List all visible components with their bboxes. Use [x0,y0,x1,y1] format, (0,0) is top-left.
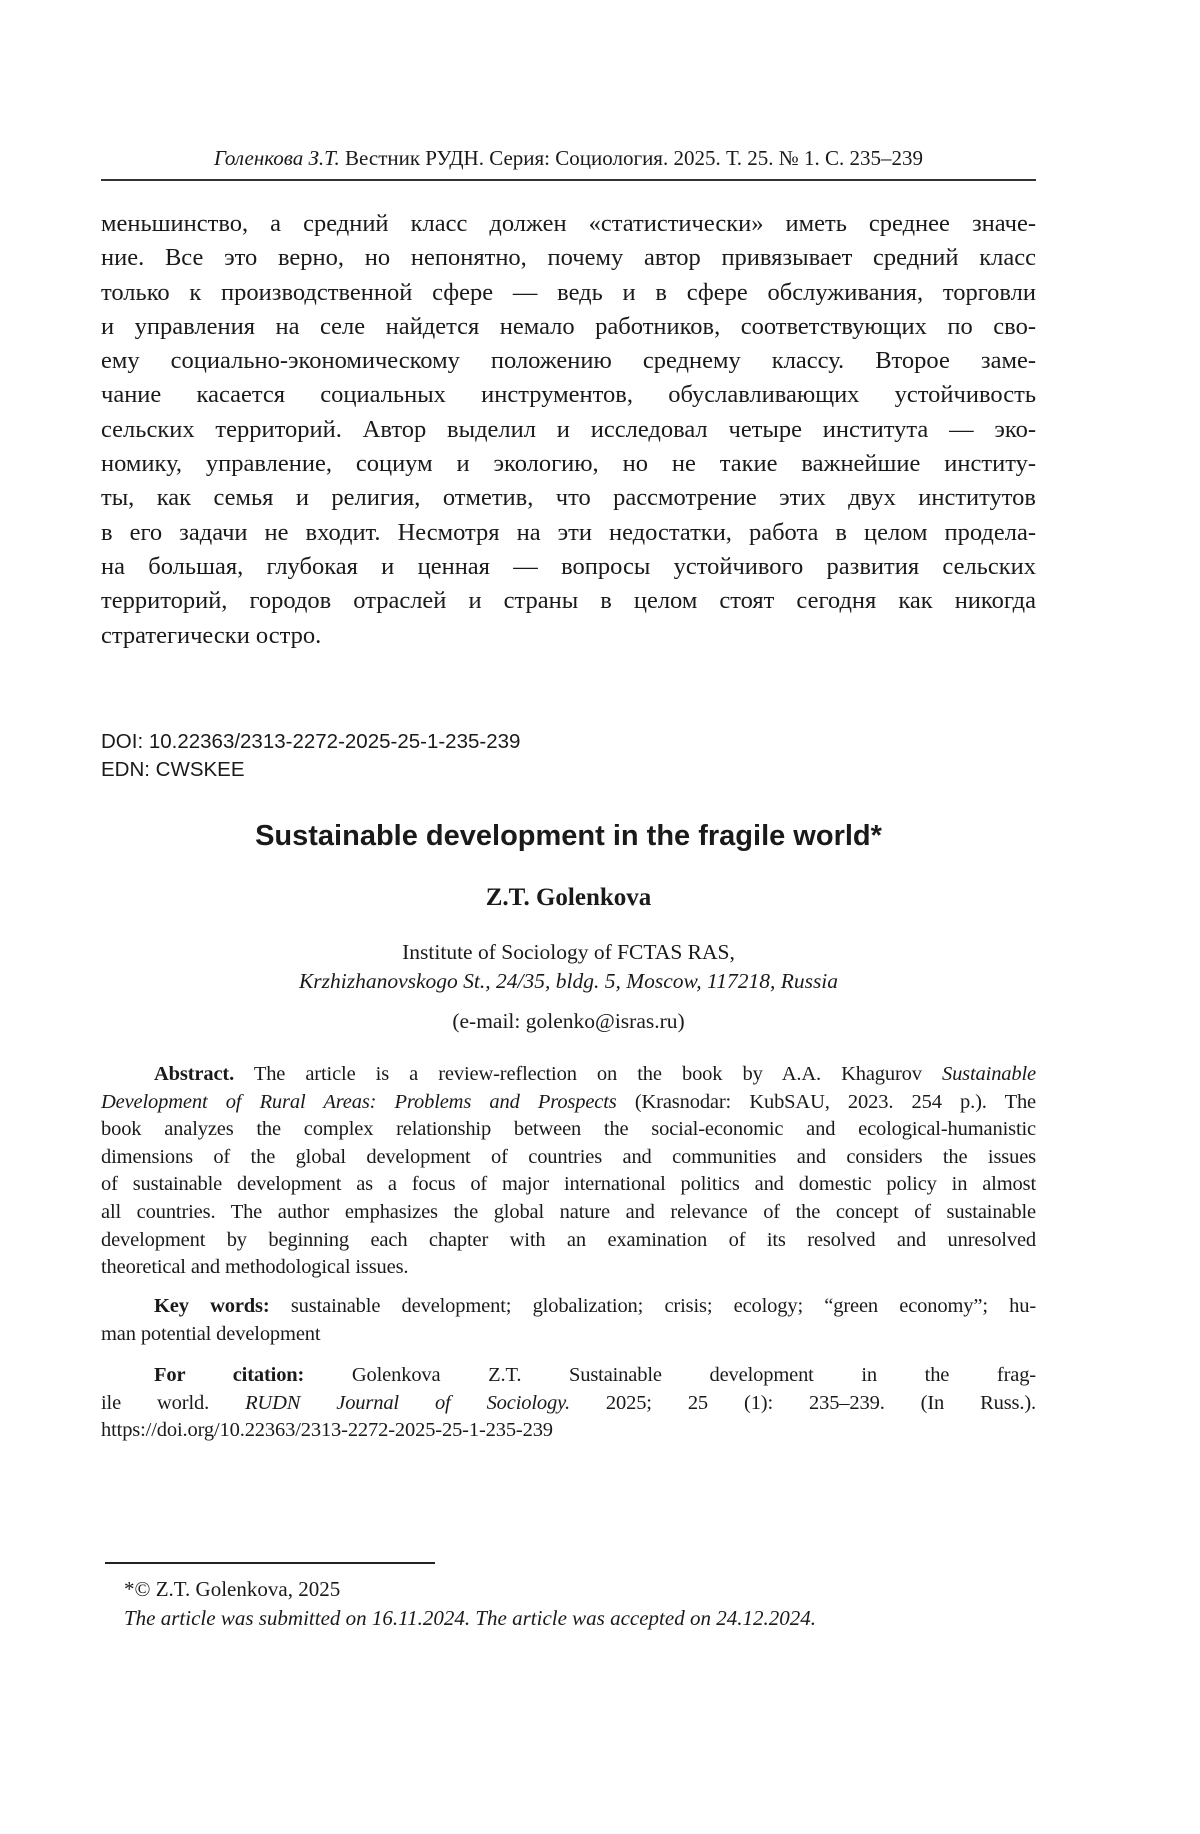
text-line: ему социально-экономическому положению среднему классу. Второе заме- [101,344,1036,378]
header-journal: Вестник РУДН. Серия: Социология. 2025. Т. 25. № 1. С. 235–239 [340,146,923,170]
author-email[interactable]: (e-mail: golenko@isras.ru) [101,1009,1036,1034]
citation-line [101,1390,1036,1418]
text: Golenkova Z.T. Sustainable development in the frag- [304,1364,1036,1386]
abstract-line [101,1089,1036,1117]
keywords [101,1293,1036,1348]
text-line: номику, управление, социум и экологию, но не такие важнейшие институ- [101,447,1036,481]
text: of sustainable development as a focus of major international politics and domestic policy in almost [101,1173,1036,1195]
abstract-line [101,1116,1036,1144]
keywords-line [101,1293,1036,1321]
text-line: ты, как семья и религия, отметив, что рассмотрение этих двух институтов [101,481,1036,515]
text: dimensions of the global development of countries and communities and considers the issues [101,1146,1036,1168]
footnote-copyright: *© Z.T. Golenkova, 2025 [124,1577,340,1602]
abstract-line [101,1061,1036,1089]
text: (Krasnodar: KubSAU, 2023. 254 p.). The [617,1091,1036,1113]
label: Key words: [154,1295,270,1317]
text-line: чание касается социальных инструментов, обуславливающих устойчивость [101,378,1036,412]
italic-text: Sustainable [942,1063,1036,1085]
label: Abstract. [154,1063,234,1085]
identifiers [101,728,1036,784]
text-line: ние. Все это верно, но непонятно, почему автор привязывает средний класс [101,241,1036,275]
keywords-line [101,1321,1036,1349]
text: theoretical and methodological issues. [101,1256,408,1278]
doi[interactable]: DOI: 10.22363/2313-2272-2025-25-1-235-239 [101,728,1036,756]
citation-line [101,1362,1036,1390]
abstract-line [101,1227,1036,1255]
footnote-dates: The article was submitted on 16.11.2024. The article was accepted on 24.12.2024. [124,1606,816,1631]
abstract-line [101,1254,1036,1282]
text-line: и управления на селе найдется немало работников, соответствующих по сво- [101,310,1036,344]
text-line: на большая, глубокая и ценная — вопросы устойчивого развития сельских [101,550,1036,584]
header-rule [101,179,1036,181]
abstract-line [101,1199,1036,1227]
text: 2025; 25 (1): 235–239. (In Russ.). [570,1392,1036,1414]
russian-body-text [101,207,1036,653]
text: book analyzes the complex relationship between the social-economic and ecological-humanistic [101,1118,1036,1140]
abstract-line [101,1144,1036,1172]
abstract-line [101,1171,1036,1199]
text-line: в его задачи не входит. Несмотря на эти недостатки, работа в целом продела- [101,516,1036,550]
text: https://doi.org/10.22363/2313-2272-2025-25-1-235-239 [101,1419,553,1441]
running-header [101,146,1036,171]
header-author: Голенкова З.Т. [214,146,340,170]
label: For citation: [154,1364,304,1386]
text: man potential development [101,1323,320,1345]
abstract [101,1061,1036,1282]
author-name: Z.T. Golenkova [101,884,1036,912]
affiliation [101,938,1036,996]
institute: Institute of Sociology of FCTAS RAS, [101,938,1036,967]
text: all countries. The author emphasizes the global nature and relevance of the concept of sustainable [101,1201,1036,1223]
text-line: сельских территорий. Автор выделил и исследовал четыре института — эко- [101,413,1036,447]
footnote-rule [105,1562,435,1564]
article-title: Sustainable development in the fragile world* [101,820,1036,853]
citation-line [101,1417,1036,1445]
text-line: территорий, городов отраслей и страны в целом стоят сегодня как никогда [101,584,1036,618]
text-line: только к производственной сфере — ведь и в сфере обслуживания, торговли [101,276,1036,310]
text: sustainable development; globalization; crisis; ecology; “green economy”; hu- [270,1295,1036,1317]
text: The article is a review-reflection on the book by A.A. Khagurov [234,1063,942,1085]
italic-text: RUDN Journal of Sociology. [245,1392,570,1414]
citation [101,1362,1036,1445]
edn: EDN: CWSKEE [101,756,1036,784]
address: Krzhizhanovskogo St., 24/35, bldg. 5, Moscow, 117218, Russia [101,967,1036,996]
italic-text: Development of Rural Areas: Problems and Prospects [101,1091,617,1113]
text-line: стратегически остро. [101,619,1036,653]
text: development by beginning each chapter with an examination of its resolved and unresolved [101,1229,1036,1251]
text: ile world. [101,1392,245,1414]
text-line: меньшинство, а средний класс должен «статистически» иметь среднее значе- [101,207,1036,241]
